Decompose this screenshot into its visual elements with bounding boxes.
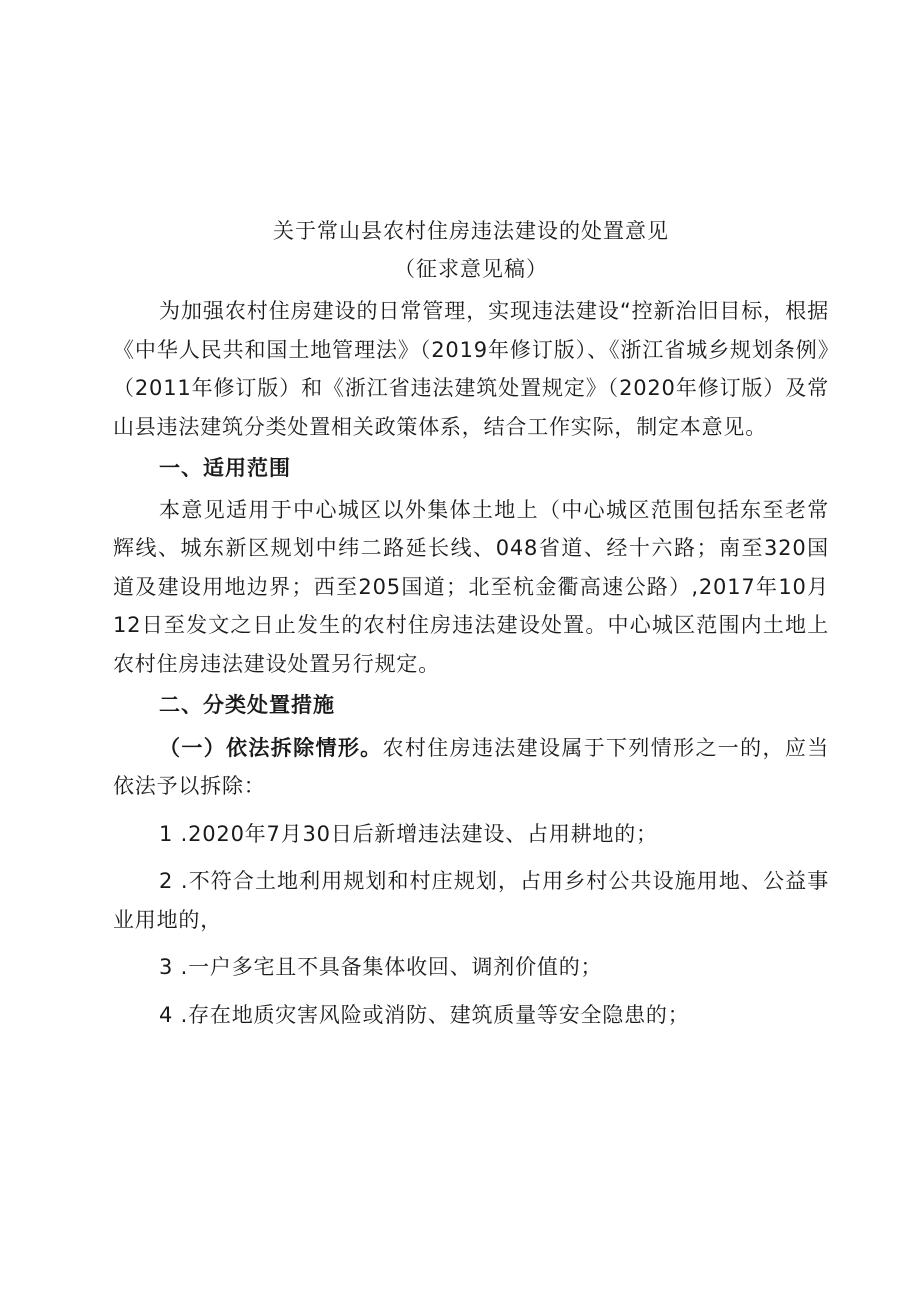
intro-paragraph: 为加强农村住房建设的日常管理，实现违法建设“控新治旧目标，根据《中华人民共和国土地管理法》（2019年修订版）、《浙江省城乡规划条例》（2011年修订版）和《浙江省违法建筑处置规定》（2020年修订版）及常山县违法建筑分类处置相关政策体系，结合工作实际，制定本意见。 — [113, 299, 829, 439]
document-subtitle: （征求意见稿） — [394, 257, 548, 281]
subsection-1-text: 农村住房违法建设属于下列情形之一的，应当依法予以拆除： — [113, 735, 830, 798]
list-item: 1 .2020年7月30日后新增违法建设、占用耕地的； — [159, 821, 658, 846]
list-item: 4 .存在地质灾害风险或消防、建筑质量等安全隐患的； — [159, 1002, 690, 1027]
section-1-body: 本意见适用于中心城区以外集体土地上（中心城区范围包括东至老常辉线、城东新区规划中纬二路延长线、048省道、经十六路；南至320国道及建设用地边界；西至205国道；北至杭金衢高速公路）,2017年10月12日至发文之日止发生的农村住房违法建设处置。中心城区范围内土地上农村住房违法建设处置另行规定。 — [113, 497, 829, 676]
list-item: 3 .一户多宅且不具备集体收回、调剂价值的； — [159, 955, 603, 979]
document-title: 关于常山县农村住房违法建设的处置意见 — [273, 219, 669, 243]
subsection-1-paragraph — [113, 729, 829, 806]
document-body — [113, 214, 829, 1043]
list-item: 2 .不符合土地利用规划和村庄规划，占用乡村公共设施用地、公益事业用地的， — [113, 869, 829, 932]
section-2-heading: 二、分类处置措施 — [159, 693, 335, 717]
section-1-heading: 一、适用范围 — [159, 456, 291, 480]
subsection-1-label: （一）依法拆除情形。 — [159, 735, 383, 760]
